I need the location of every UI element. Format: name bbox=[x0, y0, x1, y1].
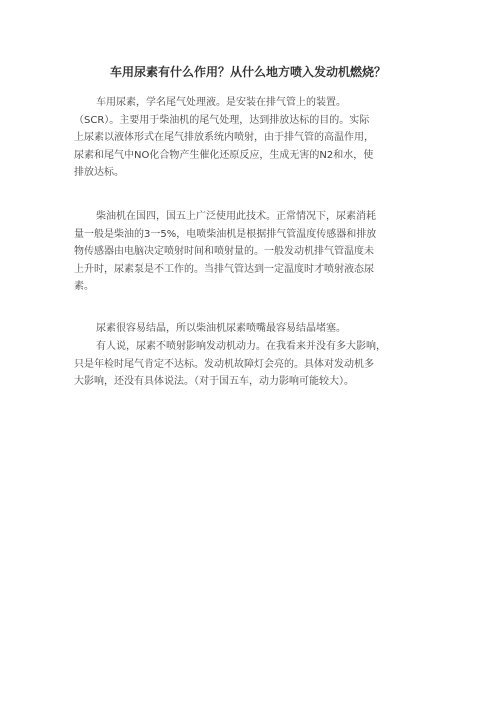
paragraph-3 bbox=[74, 320, 440, 338]
paragraph-line: （SCR）。主要用于柴油机的尾气处理，达到排放达标的目的。实际 bbox=[74, 114, 370, 126]
paragraph-line: 排放达标。 bbox=[74, 167, 124, 178]
paragraph-line: 尿素和尾气中NO化合物产生催化还原反应，生成无害的N2和水，使 bbox=[74, 149, 374, 161]
paragraph-line: 上尿素以液体形式在尾气排放系统内喷射，由于排气管的高温作用， bbox=[74, 132, 374, 143]
paragraph-line: 量一般是柴油的3一5%，电喷柴油机是根据排气管温度传感器和排放 bbox=[74, 228, 377, 240]
paragraph-line: 素。 bbox=[74, 281, 94, 292]
paragraph-line: 物传感器由电脑决定喷射时间和喷射量的。一般发动机排气管温度未 bbox=[74, 246, 374, 257]
paragraph-line: 大影响，还没有具体说法。（对于国五车，动力影响可能较大）。 bbox=[74, 376, 354, 387]
paragraph-line: 尿素很容易结晶，所以柴油机尿素喷嘴最容易结晶堵塞。 bbox=[96, 323, 346, 334]
document-title: 车用尿素有什么作用？从什么地方喷入发动机燃烧？ bbox=[109, 65, 386, 79]
paragraph-2 bbox=[74, 208, 440, 296]
paragraph-line: 柴油机在国四，国五上广泛使用此技术。正常情况下，尿素消耗 bbox=[96, 211, 376, 222]
paragraph-line: 只是年检时尾气肯定不达标。发动机故障灯会亮的。具体对发动机多 bbox=[74, 358, 374, 370]
paragraph-line: 车用尿素，学名尾气处理液。是安装在排气管上的装置。 bbox=[96, 97, 346, 108]
paragraph-line: 上升时，尿素泵是不工作的。当排气管达到一定温度时才喷射液态尿 bbox=[74, 263, 374, 275]
paragraph-1 bbox=[74, 94, 440, 182]
paragraph-line: 有人说，尿素不喷射影响发动机动力。在我看来并没有多大影响， bbox=[96, 341, 386, 352]
paragraph-4 bbox=[74, 338, 440, 391]
